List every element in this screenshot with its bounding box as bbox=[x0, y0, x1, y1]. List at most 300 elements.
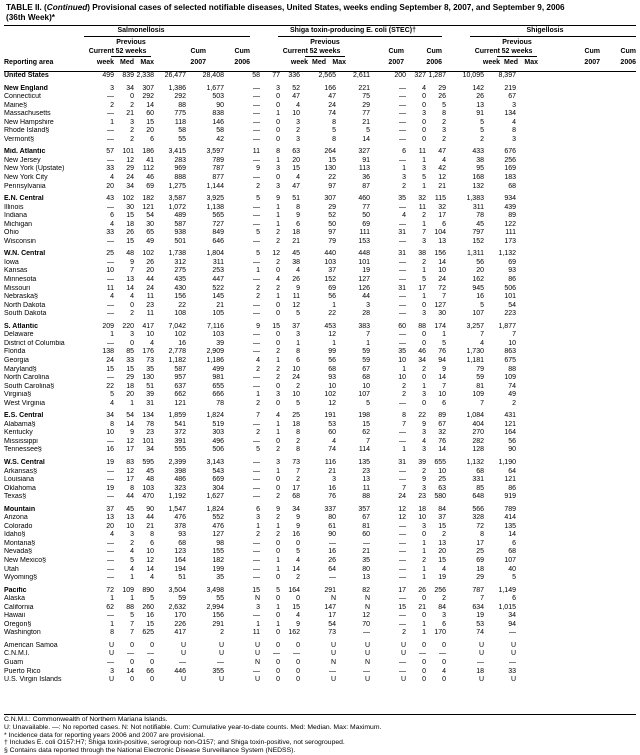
table-cell: 34 bbox=[146, 446, 154, 454]
table-cell: 2 bbox=[220, 629, 224, 637]
table-cell: 1 bbox=[422, 267, 426, 275]
reporting-area: Colorado bbox=[4, 522, 33, 530]
table-cell: 226 bbox=[174, 620, 186, 628]
table-cell: 84 bbox=[438, 505, 446, 513]
table-cell: 19 bbox=[106, 458, 114, 466]
table-cell: 1,149 bbox=[498, 586, 516, 594]
table-cell: 10 bbox=[438, 391, 446, 399]
table-cell: 17 bbox=[328, 612, 336, 620]
table-cell: 77 bbox=[362, 203, 370, 211]
reporting-area: U.S. Virgin Islands bbox=[4, 676, 62, 684]
table-cell: 264 bbox=[324, 148, 336, 156]
table-cell: U bbox=[364, 676, 370, 684]
year2006-label-1: 2006 bbox=[234, 59, 250, 66]
table-cell: 0 bbox=[276, 476, 280, 484]
table-cell: 60 bbox=[398, 322, 406, 330]
table-row bbox=[4, 566, 516, 575]
reporting-area: Michigan bbox=[4, 220, 33, 228]
table-cell: 6 bbox=[442, 220, 446, 228]
table-cell: 111 bbox=[359, 229, 370, 237]
reporting-area: Oklahoma bbox=[4, 484, 36, 492]
table-cell: 25 bbox=[438, 476, 446, 484]
table-cell: 470 bbox=[142, 493, 154, 501]
table-cell: 945 bbox=[472, 284, 484, 292]
table-cell: 646 bbox=[212, 237, 224, 245]
table-cell: 74 bbox=[508, 382, 516, 390]
table-cell: 1 bbox=[366, 339, 370, 347]
table-cell: 2 bbox=[110, 101, 114, 109]
table-cell: 13 bbox=[438, 539, 446, 547]
table-cell: 260 bbox=[142, 603, 154, 611]
table-cell: 3 bbox=[296, 118, 300, 126]
table-cell: 122 bbox=[504, 220, 516, 228]
table-cell: 19 bbox=[438, 574, 446, 582]
table-cell: 0 bbox=[422, 595, 426, 603]
table-cell: 88 bbox=[362, 493, 370, 501]
table-cell: 220 bbox=[122, 322, 134, 330]
table-cell: 37 bbox=[328, 267, 336, 275]
table-cell: 162 bbox=[472, 276, 484, 284]
table-cell: 164 bbox=[174, 556, 186, 564]
table-cell: 57 bbox=[106, 148, 114, 156]
table-cell: N bbox=[254, 595, 260, 603]
table-cell: 0 bbox=[276, 101, 280, 109]
reporting-area: Idaho§ bbox=[4, 531, 26, 539]
table-cell: 2 bbox=[276, 284, 280, 292]
table-cell: 0 bbox=[130, 93, 134, 101]
table-cell: 1,192 bbox=[168, 493, 186, 501]
reporting-area: Nebraska§ bbox=[4, 293, 38, 301]
table-cell: U bbox=[510, 650, 516, 658]
reporting-area: South Dakota bbox=[4, 310, 47, 318]
table-row bbox=[4, 85, 516, 94]
table-cell: 26 bbox=[292, 276, 300, 284]
table-cell: 109 bbox=[504, 374, 516, 382]
table-cell: 506 bbox=[212, 446, 224, 454]
table-cell: 68 bbox=[508, 182, 516, 190]
reporting-area: Georgia bbox=[4, 356, 29, 364]
table-cell: 10 bbox=[418, 514, 426, 522]
table-cell: 132 bbox=[472, 182, 484, 190]
table-cell: — bbox=[399, 135, 406, 143]
table-cell: 32 bbox=[418, 195, 426, 203]
table-cell: 7 bbox=[422, 229, 426, 237]
table-cell: 5 bbox=[256, 229, 260, 237]
reporting-area: North Carolina bbox=[4, 374, 50, 382]
table-cell: 34 bbox=[292, 505, 300, 513]
table-cell: 54 bbox=[328, 620, 336, 628]
table-cell: 26 bbox=[328, 556, 336, 564]
table-cell: 16 bbox=[328, 548, 336, 556]
table-cell: 15 bbox=[272, 322, 280, 330]
table-cell: 934 bbox=[504, 195, 516, 203]
table-cell: U bbox=[478, 650, 484, 658]
table-cell: 34 bbox=[126, 84, 134, 92]
table-cell: 102 bbox=[142, 250, 154, 258]
table-cell: 3 bbox=[422, 391, 426, 399]
reporting-area: Pennsylvania bbox=[4, 182, 46, 190]
table-cell: 121 bbox=[504, 420, 516, 428]
table-cell: — bbox=[253, 331, 260, 339]
table-cell: 1 bbox=[422, 629, 426, 637]
table-row bbox=[4, 93, 516, 102]
table-cell: 130 bbox=[324, 165, 336, 173]
table-cell: 1,311 bbox=[467, 250, 484, 258]
max-label-3: Max bbox=[524, 59, 538, 66]
table-cell: — bbox=[419, 650, 426, 658]
table-cell: 39 bbox=[216, 339, 224, 347]
table-cell: 3 bbox=[422, 522, 426, 530]
table-cell: 130 bbox=[142, 374, 154, 382]
table-cell: 4 bbox=[150, 339, 154, 347]
table-cell: 2 bbox=[130, 310, 134, 318]
table-cell: 31 bbox=[398, 458, 406, 466]
table-cell: — bbox=[399, 612, 406, 620]
table-cell: — bbox=[399, 556, 406, 564]
table-cell: U bbox=[478, 641, 484, 649]
table-cell: — bbox=[253, 565, 260, 573]
table-row bbox=[4, 259, 516, 268]
table-cell: 0 bbox=[442, 641, 446, 649]
group-rule-2 bbox=[278, 36, 442, 37]
table-cell: 3,257 bbox=[466, 322, 484, 330]
table-cell: 91 bbox=[362, 156, 370, 164]
table-cell: 292 bbox=[174, 93, 186, 101]
table-row bbox=[4, 127, 516, 136]
table-cell: 73 bbox=[328, 629, 336, 637]
table-cell: 54 bbox=[126, 412, 134, 420]
table-cell: 839 bbox=[122, 72, 134, 79]
table-cell: 10 bbox=[292, 391, 300, 399]
table-cell: 65 bbox=[146, 229, 154, 237]
table-cell: U bbox=[400, 641, 406, 649]
table-cell: 3,498 bbox=[206, 586, 224, 594]
cum-label-2b: Cum bbox=[426, 48, 442, 55]
table-cell: 890 bbox=[142, 586, 154, 594]
table-cell: 31 bbox=[398, 229, 406, 237]
table-cell: 378 bbox=[174, 522, 186, 530]
table-cell: 1,182 bbox=[168, 356, 186, 364]
table-cell: 48 bbox=[126, 250, 134, 258]
table-cell: 34 bbox=[126, 182, 134, 190]
table-cell: — bbox=[253, 276, 260, 284]
table-cell: 6 bbox=[256, 505, 260, 513]
table-cell: 2 bbox=[256, 399, 260, 407]
table-cell: 440 bbox=[324, 250, 336, 258]
cum-label-3a: Cum bbox=[584, 48, 600, 55]
table-cell: 73 bbox=[292, 458, 300, 466]
table-cell: 11 bbox=[252, 148, 260, 156]
table-cell: 331 bbox=[472, 476, 484, 484]
table-row bbox=[4, 642, 516, 651]
table-cell: 43 bbox=[106, 195, 114, 203]
table-cell: 0 bbox=[276, 595, 280, 603]
table-cell: 84 bbox=[438, 603, 446, 611]
table-cell: 13 bbox=[362, 476, 370, 484]
table-cell: 4 bbox=[296, 267, 300, 275]
table-cell: — bbox=[107, 203, 114, 211]
table-cell: 191 bbox=[324, 412, 336, 420]
reporting-area: District of Columbia bbox=[4, 339, 65, 347]
table-cell: 23 bbox=[418, 493, 426, 501]
table-body bbox=[4, 72, 516, 685]
reporting-area: E.S. Central bbox=[4, 412, 44, 420]
table-cell: 3 bbox=[276, 165, 280, 173]
table-cell: 61 bbox=[328, 522, 336, 530]
reporting-area: Virginia§ bbox=[4, 391, 32, 399]
table-cell: 7,116 bbox=[207, 322, 224, 330]
reporting-area: Iowa bbox=[4, 258, 19, 266]
table-cell: 0 bbox=[276, 612, 280, 620]
table-row bbox=[4, 391, 516, 400]
year2007-label-3: 2007 bbox=[584, 59, 600, 66]
table-cell: 5 bbox=[296, 548, 300, 556]
table-cell: 282 bbox=[472, 437, 484, 445]
table-cell: 4 bbox=[276, 276, 280, 284]
table-cell: 68 bbox=[508, 548, 516, 556]
table-cell: 74 bbox=[328, 446, 336, 454]
table-cell: 414 bbox=[504, 514, 516, 522]
table-cell: 453 bbox=[324, 322, 336, 330]
reporting-area: New York (Upstate) bbox=[4, 165, 65, 173]
table-cell: 101 bbox=[504, 293, 516, 301]
table-cell: 4 bbox=[296, 174, 300, 182]
table-cell: 9 bbox=[422, 420, 426, 428]
table-cell: 4 bbox=[422, 437, 426, 445]
table-cell: 787 bbox=[212, 165, 224, 173]
table-cell: 2 bbox=[256, 365, 260, 373]
table-cell: 1,627 bbox=[206, 493, 224, 501]
table-cell: — bbox=[253, 374, 260, 382]
weeks52-label-1: 52 weeks bbox=[115, 48, 147, 55]
footnotes bbox=[4, 716, 381, 755]
table-cell: 1 bbox=[276, 220, 280, 228]
table-cell: 60 bbox=[146, 110, 154, 118]
table-cell: 2 bbox=[276, 348, 280, 356]
table-cell: 25 bbox=[106, 250, 114, 258]
table-cell: 543 bbox=[212, 467, 224, 475]
table-cell: 0 bbox=[276, 118, 280, 126]
table-cell: 9 bbox=[296, 284, 300, 292]
table-cell: 51 bbox=[146, 382, 154, 390]
table-cell: 1 bbox=[422, 565, 426, 573]
table-cell: 200 bbox=[394, 72, 406, 79]
table-cell: U bbox=[218, 676, 224, 684]
table-cell: 14 bbox=[126, 667, 134, 675]
table-cell: 476 bbox=[174, 514, 186, 522]
table-cell: 1 bbox=[422, 182, 426, 190]
table-cell: 0 bbox=[422, 641, 426, 649]
reporting-area: W.S. Central bbox=[4, 458, 45, 466]
table-title bbox=[6, 3, 565, 23]
table-cell: 4 bbox=[296, 556, 300, 564]
table-cell: 1,383 bbox=[466, 195, 484, 203]
table-cell: 80 bbox=[362, 565, 370, 573]
table-cell: U bbox=[330, 641, 336, 649]
table-cell: 28,408 bbox=[202, 72, 224, 79]
table-cell: 1 bbox=[422, 620, 426, 628]
table-cell: 2 bbox=[276, 446, 280, 454]
table-cell: 503 bbox=[212, 93, 224, 101]
table-cell: — bbox=[293, 650, 300, 658]
table-cell: 23 bbox=[362, 467, 370, 475]
table-cell: 0 bbox=[276, 301, 280, 309]
reporting-area: Connecticut bbox=[4, 93, 41, 101]
table-cell: 69 bbox=[362, 220, 370, 228]
table-cell: 6 bbox=[296, 356, 300, 364]
table-cell: 2 bbox=[402, 629, 406, 637]
reporting-area: Mountain bbox=[4, 505, 36, 513]
table-cell: 398 bbox=[174, 467, 186, 475]
table-cell: 1,287 bbox=[428, 72, 446, 79]
table-cell: — bbox=[107, 276, 114, 284]
table-cell: 0 bbox=[422, 612, 426, 620]
table-cell: 25 bbox=[292, 412, 300, 420]
table-cell: 12 bbox=[438, 174, 446, 182]
table-cell: 127 bbox=[358, 276, 370, 284]
table-cell: 0 bbox=[422, 118, 426, 126]
table-cell: 55 bbox=[178, 135, 186, 143]
table-cell: 59 bbox=[178, 595, 186, 603]
table-cell: 47 bbox=[438, 148, 446, 156]
reporting-area: Wyoming§ bbox=[4, 574, 38, 582]
table-cell: 112 bbox=[142, 165, 154, 173]
table-cell: — bbox=[399, 595, 406, 603]
table-cell: — bbox=[253, 467, 260, 475]
table-cell: 173 bbox=[504, 237, 516, 245]
table-cell: 8 bbox=[296, 203, 300, 211]
table-cell: 11 bbox=[252, 629, 260, 637]
table-cell: 1,084 bbox=[466, 412, 484, 420]
table-cell: 3 bbox=[402, 174, 406, 182]
table-cell: 1,015 bbox=[498, 603, 516, 611]
table-cell: 2 bbox=[442, 595, 446, 603]
table-cell: 88 bbox=[178, 101, 186, 109]
table-cell: — bbox=[253, 574, 260, 582]
table-cell: 3 bbox=[276, 458, 280, 466]
table-cell: 8 bbox=[296, 348, 300, 356]
table-cell: 103 bbox=[212, 331, 224, 339]
table-cell: 8 bbox=[296, 429, 300, 437]
table-cell: 45 bbox=[126, 505, 134, 513]
table-cell: 4 bbox=[110, 399, 114, 407]
reporting-area: Oregon§ bbox=[4, 620, 32, 628]
table-cell: 78 bbox=[476, 212, 484, 220]
table-cell: 5 bbox=[130, 612, 134, 620]
table-cell: 138 bbox=[102, 348, 114, 356]
year2006-label-3: 2006 bbox=[620, 59, 636, 66]
table-cell: 4 bbox=[130, 293, 134, 301]
table-cell: 7 bbox=[512, 331, 516, 339]
table-cell: 70 bbox=[362, 620, 370, 628]
table-row bbox=[4, 523, 516, 532]
table-cell: 3 bbox=[422, 429, 426, 437]
table-cell: 10 bbox=[328, 382, 336, 390]
table-cell: 56 bbox=[328, 356, 336, 364]
table-cell: 519 bbox=[212, 420, 224, 428]
table-cell: 53 bbox=[328, 420, 336, 428]
table-cell: 10 bbox=[106, 429, 114, 437]
table-cell: — bbox=[399, 565, 406, 573]
table-cell: 18 bbox=[418, 505, 426, 513]
table-cell: 47 bbox=[292, 182, 300, 190]
table-cell: 2,909 bbox=[206, 348, 224, 356]
table-cell: 69 bbox=[508, 258, 516, 266]
table-cell: — bbox=[399, 301, 406, 309]
table-cell: 39 bbox=[418, 458, 426, 466]
table-row bbox=[4, 348, 516, 357]
table-cell: 15 bbox=[126, 365, 134, 373]
table-cell: 123 bbox=[174, 548, 186, 556]
table-cell: 102 bbox=[122, 195, 134, 203]
table-cell: 1 bbox=[422, 220, 426, 228]
table-cell: 7 bbox=[256, 412, 260, 420]
table-cell: 2,611 bbox=[353, 72, 370, 79]
table-cell: 4 bbox=[110, 531, 114, 539]
weeks52-label-2: 52 weeks bbox=[309, 48, 341, 55]
table-cell: — bbox=[399, 531, 406, 539]
table-cell: — bbox=[253, 612, 260, 620]
table-cell: 4 bbox=[276, 412, 280, 420]
table-cell: 555 bbox=[174, 446, 186, 454]
table-cell: 10 bbox=[292, 110, 300, 118]
table-cell: 0 bbox=[422, 659, 426, 666]
reporting-area: Alaska bbox=[4, 595, 26, 603]
table-cell: — bbox=[399, 429, 406, 437]
table-cell: 0 bbox=[150, 641, 154, 649]
table-cell: 2 bbox=[276, 493, 280, 501]
week-label-1: week bbox=[96, 59, 114, 66]
table-cell: 9 bbox=[296, 522, 300, 530]
table-cell: 391 bbox=[174, 437, 186, 445]
table-cell: 19 bbox=[362, 267, 370, 275]
table-cell: — bbox=[107, 258, 114, 266]
table-cell: 275 bbox=[174, 267, 186, 275]
table-cell: 169 bbox=[504, 165, 516, 173]
table-cell: 7 bbox=[402, 484, 406, 492]
table-cell: 3 bbox=[422, 165, 426, 173]
table-cell: 52 bbox=[328, 212, 336, 220]
table-cell: 3 bbox=[422, 310, 426, 318]
table-cell: 2 bbox=[130, 135, 134, 143]
table-cell: 496 bbox=[212, 437, 224, 445]
table-cell: 0 bbox=[276, 437, 280, 445]
table-cell: 2 bbox=[480, 135, 484, 143]
table-cell: 88 bbox=[126, 603, 134, 611]
table-cell: — bbox=[107, 156, 114, 164]
table-cell: — bbox=[399, 522, 406, 530]
table-cell: 67 bbox=[438, 420, 446, 428]
table-cell: 3 bbox=[366, 301, 370, 309]
table-cell: 1 bbox=[276, 429, 280, 437]
table-cell: 666 bbox=[212, 391, 224, 399]
table-cell: 67 bbox=[508, 93, 516, 101]
table-cell: 182 bbox=[212, 556, 224, 564]
table-cell: — bbox=[107, 301, 114, 309]
table-cell: 0 bbox=[276, 539, 280, 547]
table-cell: 4 bbox=[442, 667, 446, 675]
reporting-area: Wisconsin bbox=[4, 237, 36, 245]
table-cell: 587 bbox=[174, 220, 186, 228]
table-cell: 103 bbox=[142, 484, 154, 492]
table-cell: U bbox=[218, 650, 224, 658]
table-cell: 142 bbox=[472, 84, 484, 92]
year2006-label-2: 2006 bbox=[426, 59, 442, 66]
table-cell: 121 bbox=[504, 476, 516, 484]
table-cell: U bbox=[108, 676, 114, 684]
table-cell: 417 bbox=[142, 322, 154, 330]
table-cell: 5 bbox=[366, 399, 370, 407]
